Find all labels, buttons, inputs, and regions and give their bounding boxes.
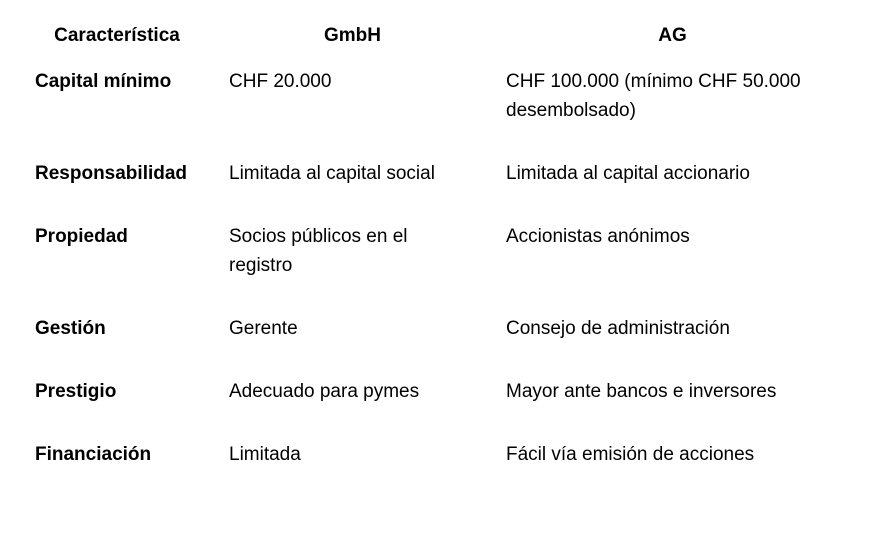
table-row-propiedad [20, 214, 854, 306]
header-gmbh: GmbH [324, 25, 381, 46]
feature-cell: Prestigio [35, 381, 117, 402]
gmbh-cell: Limitada al capital social [229, 163, 435, 184]
ag-cell: CHF 100.000 (mínimo CHF 50.000 desembolsado) [506, 71, 801, 121]
feature-cell: Gestión [35, 318, 106, 339]
header-ag: AG [658, 25, 687, 46]
ag-cell: Limitada al capital accionario [506, 163, 750, 184]
feature-cell: Responsabilidad [35, 163, 188, 184]
ag-cell: Mayor ante bancos e inversores [506, 381, 777, 402]
comparison-table [20, 12, 854, 495]
ag-cell: Consejo de administración [506, 318, 730, 339]
gmbh-cell: CHF 20.000 [229, 71, 332, 92]
ag-cell: Accionistas anónimos [506, 226, 690, 247]
gmbh-cell: Gerente [229, 318, 298, 339]
header-caracteristica: Característica [54, 25, 180, 46]
table-body [20, 59, 854, 495]
table-row-gestion [20, 306, 854, 369]
feature-cell: Propiedad [35, 226, 128, 247]
feature-cell: Financiación [35, 444, 152, 465]
table-row-responsabilidad [20, 151, 854, 214]
table-row-prestigio [20, 369, 854, 432]
ag-cell: Fácil vía emisión de acciones [506, 444, 755, 465]
feature-cell: Capital mínimo [35, 71, 172, 92]
gmbh-cell: Limitada [229, 444, 301, 465]
header-row [20, 12, 854, 59]
table-row-capital-minimo [20, 59, 854, 151]
table-header [20, 12, 854, 59]
gmbh-cell: Socios públicos en el registro [229, 226, 408, 276]
gmbh-cell: Adecuado para pymes [229, 381, 420, 402]
table-row-financiacion [20, 432, 854, 495]
